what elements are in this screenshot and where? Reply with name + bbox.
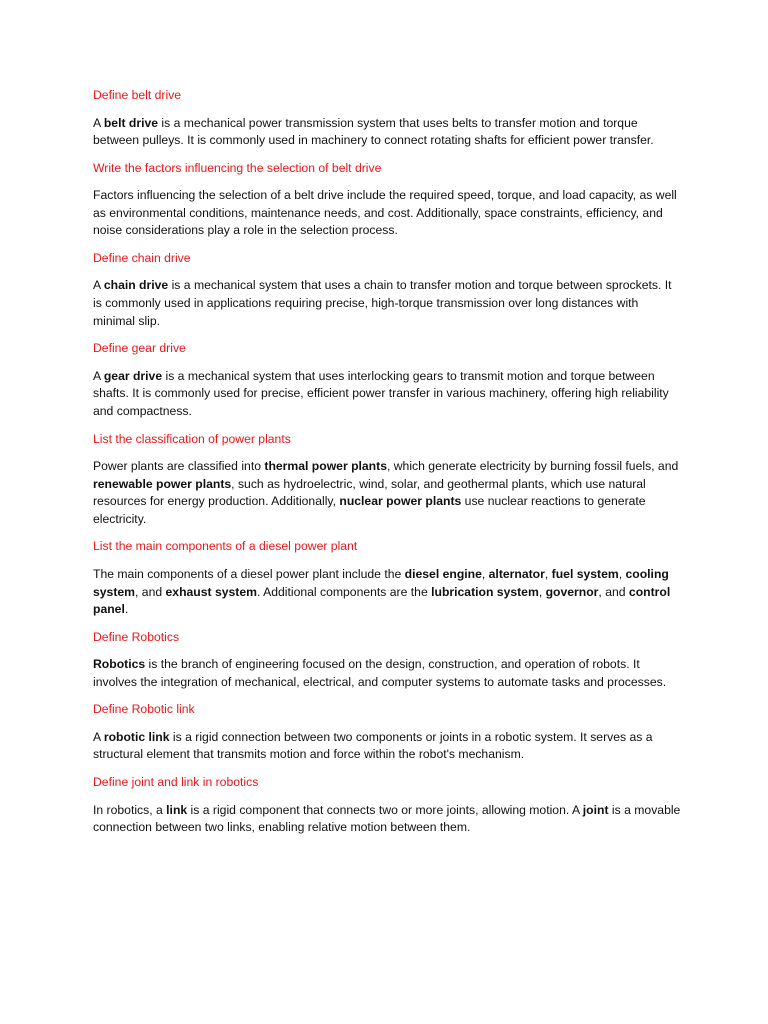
answer-paragraph: [93, 115, 683, 150]
answer-text: is a rigid connection between two components or joints in a robotic system. It serves as a structural element that transmits motion and force within the robot's mechanism.: [93, 729, 653, 762]
answer-text: A: [93, 278, 104, 293]
answer-text: , such as hydroelectric, wind, solar, and geothermal plants, which use natural resources for energy production. Additionally,: [93, 476, 646, 509]
answer-text: Power plants are classified into: [93, 459, 265, 474]
bold-term: exhaust system: [165, 584, 257, 599]
answer-text: , and: [135, 584, 166, 599]
answer-paragraph: [93, 187, 683, 240]
bold-term: belt drive: [103, 115, 159, 130]
answer-text: is a mechanical system that uses interlocking gears to transmit motion and torque between shafts. It is commonly used for precise, efficient power transfer in various machinery, offering high reliability and compactness.: [93, 368, 669, 418]
question-heading: Define Robotics: [93, 629, 180, 644]
question-heading: Define Robotic link: [93, 702, 195, 717]
question-heading: Define chain drive: [93, 250, 191, 265]
qa-block: [93, 774, 683, 837]
answer-text: . Additional components are the: [256, 584, 432, 599]
answer-text: is the branch of engineering focused on the design, construction, and operation of robots. It involves the integration of mechanical, electrical, and computer systems to automate tasks and processes.: [93, 657, 667, 689]
bold-term: control panel: [93, 584, 671, 617]
answer-paragraph: [93, 729, 683, 764]
answer-text: is a rigid component that connects two or more joints, allowing motion. A: [187, 802, 583, 817]
bold-term: governor: [545, 584, 599, 599]
qa-block: [93, 629, 683, 692]
question-heading: Write the factors influencing the selection of belt drive: [93, 160, 382, 175]
qa-block: [93, 340, 683, 420]
qa-block: [93, 538, 683, 618]
answer-text: is a movable connection between two links, enabling relative motion between them.: [93, 802, 681, 835]
bold-term: nuclear power plants: [339, 494, 462, 509]
qa-block: [93, 160, 683, 240]
bold-term: fuel system: [551, 566, 619, 581]
qa-block: [93, 431, 683, 529]
question-heading: Define belt drive: [93, 88, 182, 102]
answer-text: is a mechanical system that uses a chain to transfer motion and torque between sprockets. It is commonly used in applications requiring precise, high-torque transmission over long distances with minimal slip.: [93, 278, 672, 328]
answer-text: The main components of a diesel power plant include the: [93, 566, 405, 581]
answer-text: is a mechanical power transmission system that uses belts to transfer motion and torque between pulleys. It is commonly used in machinery to connect rotating shafts for efficient power transfer.: [93, 115, 654, 148]
answer-text: A: [93, 729, 104, 744]
bold-term: diesel engine: [404, 566, 482, 581]
bold-term: Robotics: [93, 657, 146, 672]
bold-term: link: [166, 802, 188, 817]
bold-term: cooling system: [93, 566, 669, 599]
qa-block: [93, 87, 683, 150]
answer-text: , which generate electricity by burning fossil fuels, and: [386, 459, 679, 474]
answer-paragraph: [93, 566, 683, 619]
bold-term: renewable power plants: [93, 476, 232, 491]
answer-text: A: [93, 368, 104, 383]
document-page: [93, 87, 683, 847]
answer-text: A: [93, 115, 104, 130]
answer-text: ,: [481, 566, 489, 581]
answer-paragraph: [93, 458, 683, 528]
answer-text: use nuclear reactions to generate electricity.: [93, 494, 646, 526]
answer-paragraph: [93, 656, 683, 691]
question-heading: Define joint and link in robotics: [93, 775, 259, 790]
answer-text: ,: [538, 584, 546, 599]
answer-text: ,: [544, 566, 552, 581]
bold-term: thermal power plants: [264, 459, 387, 474]
answer-text: .: [124, 602, 129, 617]
answer-text: ,: [618, 566, 626, 581]
qa-block: [93, 250, 683, 330]
question-heading: List the main components of a diesel power plant: [93, 539, 358, 554]
question-heading: List the classification of power plants: [93, 431, 291, 446]
answer-paragraph: [93, 368, 683, 421]
answer-text: Factors influencing the selection of a belt drive include the required speed, torque, and load capacity, as well as environmental conditions, maintenance needs, and cost. Additionally, space constraints, efficiency, and noise considerations play a role in the selection process.: [93, 188, 677, 238]
bold-term: robotic link: [103, 729, 170, 744]
answer-paragraph: [93, 802, 683, 837]
answer-paragraph: [93, 277, 683, 330]
answer-text: , and: [598, 584, 629, 599]
answer-text: In robotics, a: [93, 802, 167, 817]
bold-term: chain drive: [103, 278, 169, 293]
question-heading: Define gear drive: [93, 341, 186, 356]
bold-term: joint: [582, 802, 609, 817]
bold-term: lubrication system: [431, 584, 539, 599]
bold-term: gear drive: [103, 368, 163, 383]
qa-block: [93, 701, 683, 764]
bold-term: alternator: [488, 566, 545, 581]
